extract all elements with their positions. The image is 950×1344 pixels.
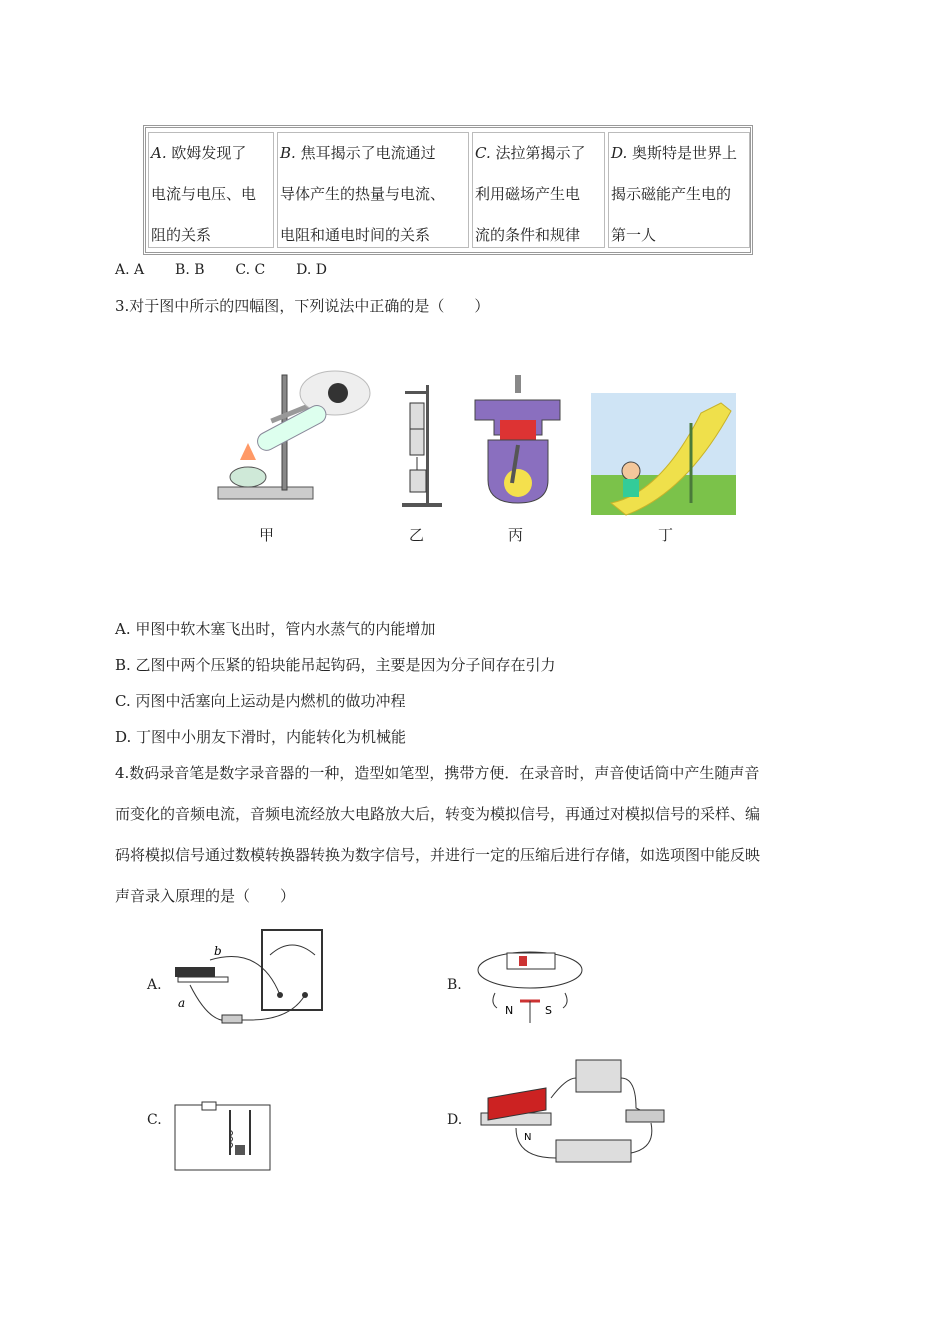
- figure-option-c-relay: [170, 1090, 280, 1175]
- q4-stem-line-1: 4.数码录音笔是数字录音器的一种，造型如笔型，携带方便．在录音时，声音使话筒中产生随声音: [115, 764, 760, 782]
- q3-option-c[interactable]: C. 丙图中活塞向上运动是内燃机的做功冲程: [115, 692, 406, 710]
- figure-ding-slide: [591, 393, 736, 515]
- label-d-n: N: [524, 1132, 532, 1143]
- table-cell-c: C. 法拉第揭示了 利用磁场产生电 流的条件和规律: [472, 132, 605, 248]
- table-cell-d: D. 奥斯特是世界上 揭示磁能产生电的 第一人: [608, 132, 750, 248]
- figure-label-jia: 甲: [259, 526, 275, 544]
- q3-option-a[interactable]: A. 甲图中软木塞飞出时，管内水蒸气的内能增加: [115, 620, 436, 638]
- figure-bing-engine: [470, 375, 565, 510]
- label-n: N: [505, 1004, 514, 1017]
- option-table: [143, 125, 753, 255]
- figure-option-a-circuit: [170, 925, 330, 1040]
- label-s: S: [545, 1004, 552, 1017]
- q2-choices: [115, 260, 327, 280]
- figure-jia-test-tube: [210, 365, 380, 510]
- q4-option-c-label[interactable]: C.: [147, 1112, 162, 1128]
- label-a: a: [178, 996, 186, 1010]
- figure-label-bing: 丙: [508, 526, 524, 544]
- q3-stem: 3.对于图中所示的四幅图，下列说法中正确的是（ ）: [115, 297, 490, 315]
- q2-choice-b[interactable]: B. B: [175, 262, 205, 278]
- q4-stem-line-3: 码将模拟信号通过数模转换器转换为数字信号，并进行一定的压缩后进行存储，如选项图中能反映: [115, 846, 761, 864]
- q4-option-b-label[interactable]: B.: [447, 977, 462, 993]
- q4-option-d-label[interactable]: D.: [447, 1112, 463, 1128]
- figure-yi-lead-blocks: [400, 385, 445, 510]
- q4-option-a-label[interactable]: A.: [147, 977, 162, 993]
- q2-choice-a[interactable]: A. A: [115, 262, 145, 278]
- label-b: b: [214, 944, 222, 958]
- q3-option-b[interactable]: B. 乙图中两个压紧的铅块能吊起钩码，主要是因为分子间存在引力: [115, 656, 556, 674]
- table-cell-b: B. 焦耳揭示了电流通过 导体产生的热量与电流、 电阻和通电时间的关系: [277, 132, 469, 248]
- figure-label-yi: 乙: [409, 526, 425, 544]
- figure-label-ding: 丁: [658, 526, 674, 544]
- figure-option-d-circuit: [476, 1058, 666, 1173]
- q4-stem-line-4: 声音录入原理的是（ ）: [115, 887, 296, 905]
- q2-choice-c[interactable]: C. C: [235, 262, 266, 278]
- q3-option-d[interactable]: D. 丁图中小朋友下滑时，内能转化为机械能: [115, 728, 407, 746]
- table-cell-a: A. 欧姆发现了 电流与电压、电 阻的关系: [148, 132, 274, 248]
- q4-stem-line-2: 而变化的音频电流，音频电流经放大电路放大后，转变为模拟信号，再通过对模拟信号的采样、编: [115, 805, 761, 823]
- q2-choice-d[interactable]: D. D: [296, 262, 328, 278]
- figure-option-b-compass: [475, 938, 590, 1033]
